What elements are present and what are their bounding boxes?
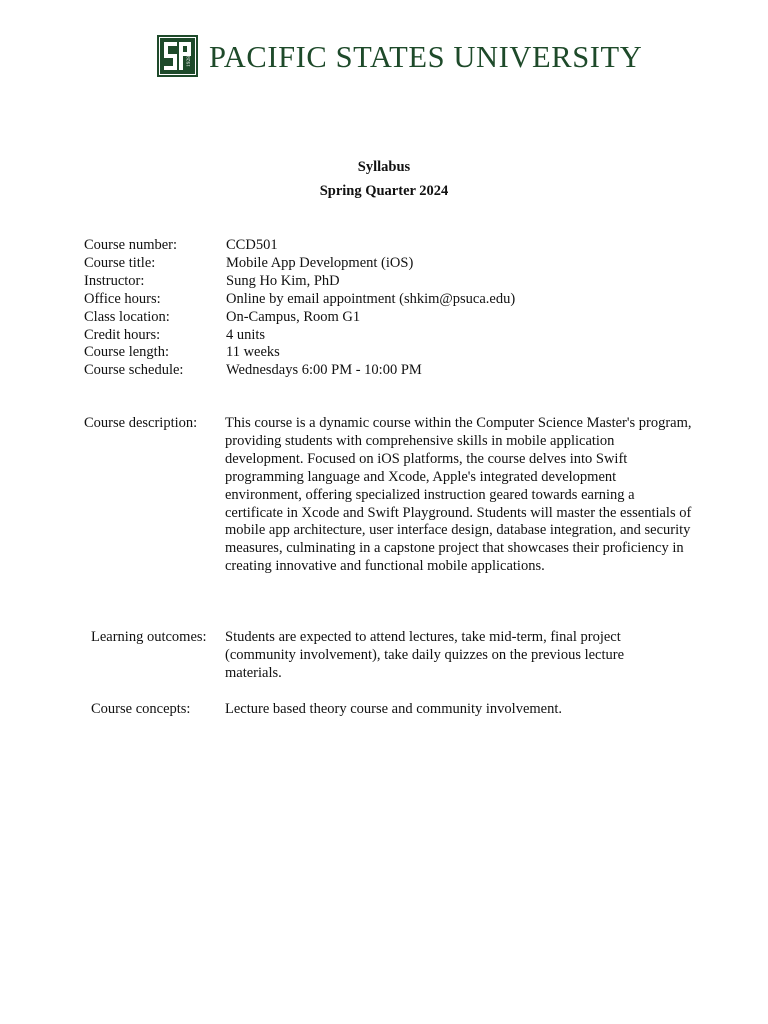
info-value: Online by email appointment (shkim@psuca.edu) — [226, 290, 516, 307]
info-label: Course title: — [84, 254, 156, 271]
learning-outcomes-section — [91, 629, 670, 683]
course-description-label: Course description: — [84, 415, 198, 431]
info-row-course-number — [84, 237, 515, 255]
info-row-course-title — [84, 255, 515, 273]
document-term: Spring Quarter 2024 — [319, 183, 449, 199]
info-value: Wednesdays 6:00 PM - 10:00 PM — [226, 362, 422, 379]
psu-seal-logo-icon — [157, 35, 198, 77]
info-value: On-Campus, Room G1 — [226, 308, 361, 325]
info-value: 4 units — [226, 326, 266, 343]
course-description-text: This course is a dynamic course within the Computer Science Master's program, providing students with comprehensive skills in mobile application development. Focused on iOS platforms, the course delves into Swift programming language and Xcode, Apple's integrated development environment, offering specialized instruction geared towards earning a certificate in Xcode and Swift Playground. Students will master the essentials of mobile app architecture, user interface design, database integration, and security measures, culminating in a capstone project that showcases their proficiency in creating innovative and functional mobile applications. — [225, 415, 692, 575]
document-title: Syllabus — [357, 159, 411, 175]
info-value: 11 weeks — [226, 344, 280, 361]
info-value: CCD501 — [226, 237, 278, 253]
info-label: Course number: — [84, 237, 178, 253]
course-concepts-label: Course concepts: — [91, 701, 191, 717]
info-row-course-schedule — [84, 362, 515, 380]
info-label: Course schedule: — [84, 362, 184, 379]
info-row-instructor — [84, 273, 515, 291]
info-label: Class location: — [84, 308, 170, 325]
info-value: Sung Ho Kim, PhD — [226, 272, 340, 289]
info-row-course-length — [84, 344, 515, 362]
course-concepts-text: Lecture based theory course and community involvement. — [225, 701, 563, 717]
info-row-office-hours — [84, 291, 515, 309]
info-label: Instructor: — [84, 272, 145, 289]
course-description-section — [84, 415, 695, 576]
learning-outcomes-text: Students are expected to attend lectures, take mid-term, final project (community involvement), take daily quizzes on the previous lecture materials. — [225, 629, 625, 681]
course-concepts-section — [91, 701, 685, 719]
university-header — [157, 34, 642, 78]
info-label: Course length: — [84, 344, 169, 361]
info-label: Credit hours: — [84, 326, 161, 343]
university-name: PACIFIC STATES UNIVERSITY — [209, 39, 643, 74]
info-row-credit-hours — [84, 327, 515, 345]
learning-outcomes-label: Learning outcomes: — [91, 629, 207, 645]
course-info-table — [84, 237, 515, 380]
logo-year: 1928 — [186, 56, 192, 67]
info-value: Mobile App Development (iOS) — [226, 254, 414, 271]
info-label: Office hours: — [84, 290, 161, 307]
info-row-class-location — [84, 309, 515, 327]
